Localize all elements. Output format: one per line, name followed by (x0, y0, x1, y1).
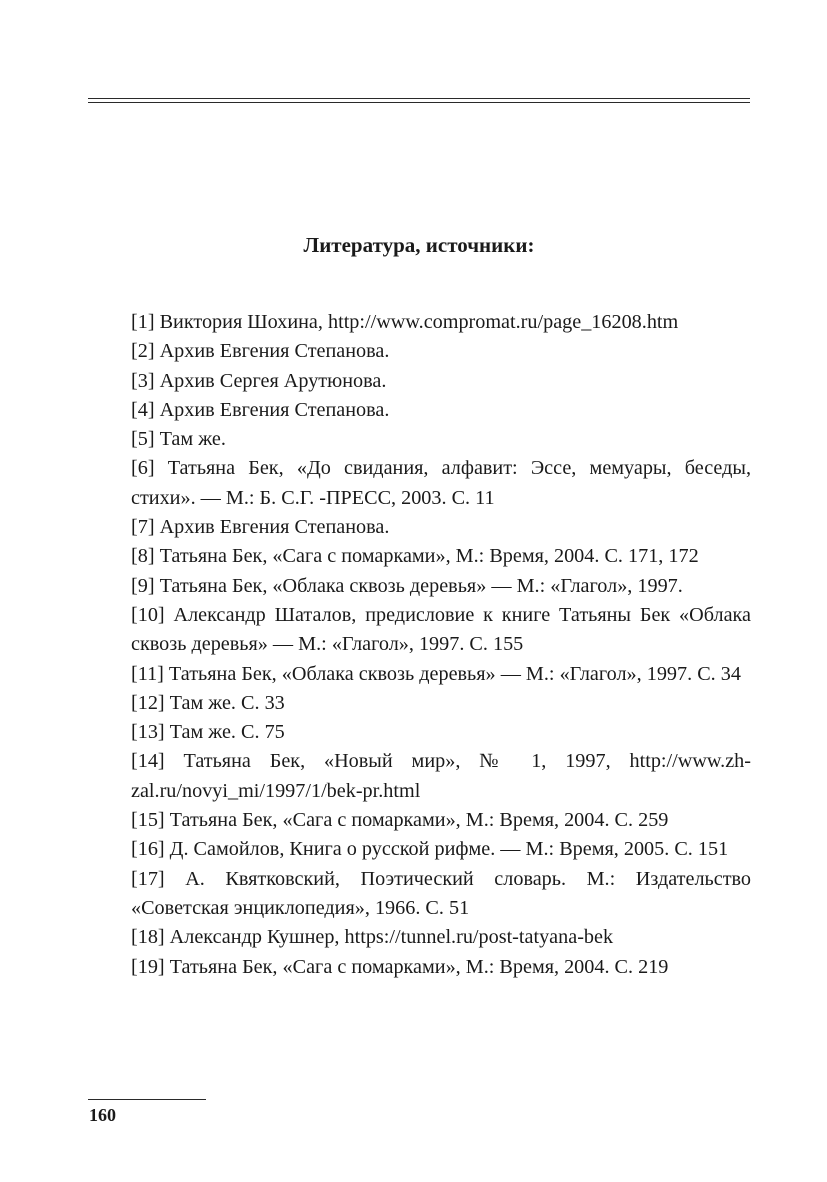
reference-item: [8] Татьяна Бек, «Сага с помарками», М.: Время, 2004. С. 171, 172 (131, 545, 699, 568)
reference-item: [7] Архив Евгения Степанова. (131, 516, 390, 539)
reference-item: [14] Татьяна Бек, «Новый мир», № 1, 1997, http://www.zh-zal.ru/novyi_mi/1997/1/bek-pr.html (131, 750, 751, 802)
reference-item: [2] Архив Евгения Степанова. (131, 340, 390, 363)
reference-item: [5] Там же. (131, 428, 226, 451)
page-number: 160 (89, 1105, 116, 1125)
reference-item: [17] А. Квятковский, Поэтический словарь. М.: Издательство «Советская энциклопедия», 1966. С. 51 (131, 867, 751, 919)
reference-item: [10] Александр Шаталов, предисловие к книге Татьяны Бек «Облака сквозь деревья» — М.: «Глагол», 1997. С. 155 (131, 603, 751, 656)
reference-item: [18] Александр Кушнер, https://tunnel.ru/post-tatyana-bek (131, 926, 614, 949)
reference-item: [4] Архив Евгения Степанова. (131, 398, 390, 421)
reference-item: [6] Татьяна Бек, «До свидания, алфавит: Эссе, мемуары, беседы, стихи». — М.: Б. С.Г. -ПРЕСС, 2003. С. 11 (131, 457, 751, 509)
reference-item: [13] Там же. С. 75 (131, 721, 285, 744)
reference-item: [12] Там же. С. 33 (131, 691, 285, 714)
reference-item: [16] Д. Самойлов, Книга о русской рифме. — М.: Время, 2005. С. 151 (131, 838, 729, 861)
reference-item: [15] Татьяна Бек, «Сага с помарками», М.: Время, 2004. С. 259 (131, 809, 669, 832)
reference-item: [19] Татьяна Бек, «Сага с помарками», М.: Время, 2004. С. 219 (131, 955, 669, 978)
header-rule-top (88, 98, 750, 99)
reference-list (131, 308, 751, 982)
reference-item: [1] Виктория Шохина, http://www.compromat.ru/page_16208.htm (131, 311, 679, 333)
reference-item: [11] Татьяна Бек, «Облака сквозь деревья» — М.: «Глагол», 1997. С. 34 (131, 662, 741, 685)
reference-item: [9] Татьяна Бек, «Облака сквозь деревья» — М.: «Глагол», 1997. (131, 574, 683, 597)
page-title: Литература, источники: (303, 233, 535, 257)
header-rule-bottom (88, 102, 750, 103)
footer-rule (88, 1099, 206, 1100)
reference-item: [3] Архив Сергея Арутюнова. (131, 369, 387, 392)
